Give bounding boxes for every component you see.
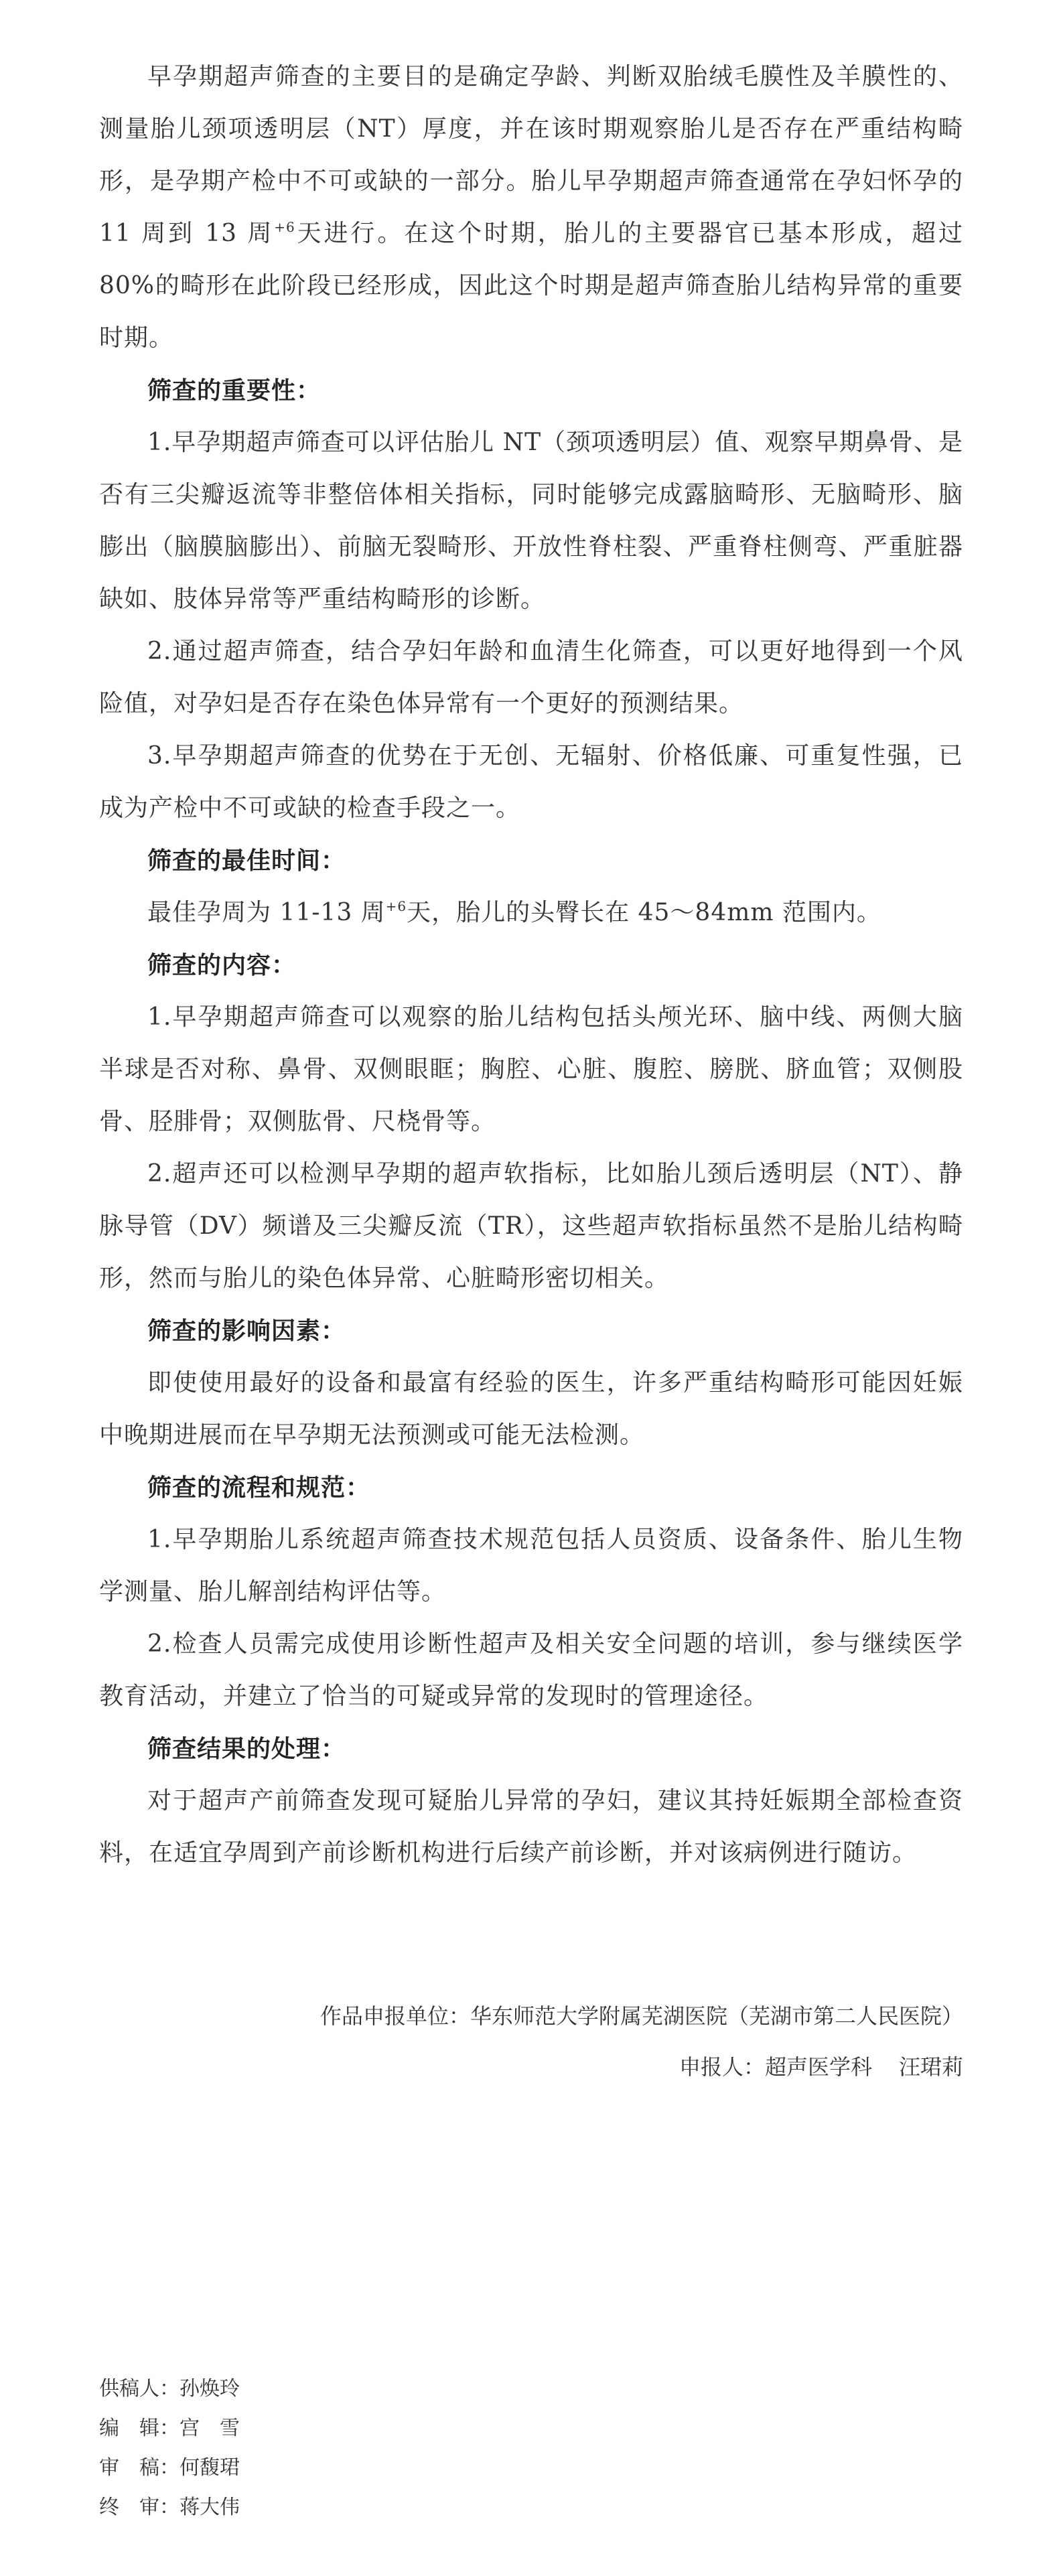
- article-body: [99, 51, 963, 1879]
- best-time-heading: 筛查的最佳时间：: [147, 847, 346, 875]
- handling-paragraph: 对于超声产前筛查发现可疑胎儿异常的孕妇，建议其持妊娠期全部检查资料，在适宜孕周到产前诊断机构进行后续产前诊断，并对该病例进行随访。: [99, 1787, 963, 1867]
- process-heading: 筛查的流程和规范：: [147, 1474, 371, 1502]
- editorial-credits: [99, 2369, 240, 2527]
- reporter-label: 申报人：超声医学科: [679, 2054, 872, 2080]
- factors-heading: 筛查的影响因素：: [147, 1317, 346, 1345]
- credit-reviewer: 审 稿：何馥珺: [99, 2456, 240, 2480]
- reporter-name: 汪珺莉: [898, 2054, 963, 2080]
- submitting-unit: 作品申报单位：华东师范大学附属芜湖医院（芜湖市第二人民医院）: [320, 2003, 963, 2029]
- content-item-2: 2.超声还可以检测早孕期的超声软指标，比如胎儿颈后透明层（NT）、静脉导管（DV）频谱及三尖瓣反流（TR），这些超声软指标虽然不是胎儿结构畸形，然而与胎儿的染色体异常、心脏畸形密切相关。: [99, 1160, 963, 1292]
- importance-item-3: 3.早孕期超声筛查的优势在于无创、无辐射、价格低廉、可重复性强，已成为产检中不可或缺的检查手段之一。: [99, 742, 963, 822]
- intro-paragraph: [99, 51, 963, 364]
- credit-contributor: 供稿人：孙焕玲: [99, 2377, 240, 2401]
- best-time-text-2: 天，胎儿的头臀长在 45～84mm 范围内。: [407, 899, 881, 926]
- content-heading: 筛查的内容：: [147, 951, 297, 979]
- credit-final-reviewer: 终 审：蒋大伟: [99, 2496, 240, 2519]
- intro-superscript: +6: [274, 219, 295, 235]
- intro-text-2: 天进行。在这个时期，胎儿的主要器官已基本形成，超过 80%的畸形在此阶段已经形成，因此这个时期是超声筛查胎儿结构异常的重要时期。: [99, 220, 963, 352]
- best-time-superscript: +6: [385, 898, 407, 914]
- importance-item-2: 2.通过超声筛查，结合孕妇年龄和血清生化筛查，可以更好地得到一个风险值，对孕妇是否存在染色体异常有一个更好的预测结果。: [99, 638, 963, 717]
- reporter-line: [99, 2054, 963, 2080]
- factors-paragraph: 即使使用最好的设备和最富有经验的医生，许多严重结构畸形可能因妊娠中晚期进展而在早孕期无法预测或可能无法检测。: [99, 1369, 963, 1449]
- best-time-text-1: 最佳孕周为 11-13 周: [147, 899, 386, 926]
- importance-heading: 筛查的重要性：: [147, 376, 322, 405]
- process-item-1: 1.早孕期胎儿系统超声筛查技术规范包括人员资质、设备条件、胎儿生物学测量、胎儿解剖结构评估等。: [99, 1526, 963, 1605]
- best-time-paragraph: [99, 887, 963, 939]
- handling-heading: 筛查结果的处理：: [147, 1735, 346, 1763]
- importance-item-1: 1.早孕期超声筛查可以评估胎儿 NT（颈项透明层）值、观察早期鼻骨、是否有三尖瓣返流等非整倍体相关指标，同时能够完成露脑畸形、无脑畸形、脑膨出（脑膜脑膨出）、前脑无裂畸形、开放性脊柱裂、严重脊柱侧弯、严重脏器缺如、肢体异常等严重结构畸形的诊断。: [99, 429, 963, 613]
- intro-text-1: 早孕期超声筛查的主要目的是确定孕龄、判断双胎绒毛膜性及羊膜性的、测量胎儿颈项透明层（NT）厚度，并在该时期观察胎儿是否存在严重结构畸形，是孕期产检中不可或缺的一部分。胎儿早孕期超声筛查通常在孕妇怀孕的 11 周到 13 周: [99, 63, 963, 247]
- process-item-2: 2.检查人员需完成使用诊断性超声及相关安全问题的培训，参与继续医学教育活动，并建立了恰当的可疑或异常的发现时的管理途径。: [99, 1630, 963, 1710]
- content-item-1: 1.早孕期超声筛查可以观察的胎儿结构包括头颅光环、脑中线、两侧大脑半球是否对称、鼻骨、双侧眼眶；胸腔、心脏、腹腔、膀胱、脐血管；双侧股骨、胫腓骨；双侧肱骨、尺桡骨等。: [99, 1003, 963, 1135]
- credit-editor: 编 辑：宫 雪: [99, 2417, 240, 2440]
